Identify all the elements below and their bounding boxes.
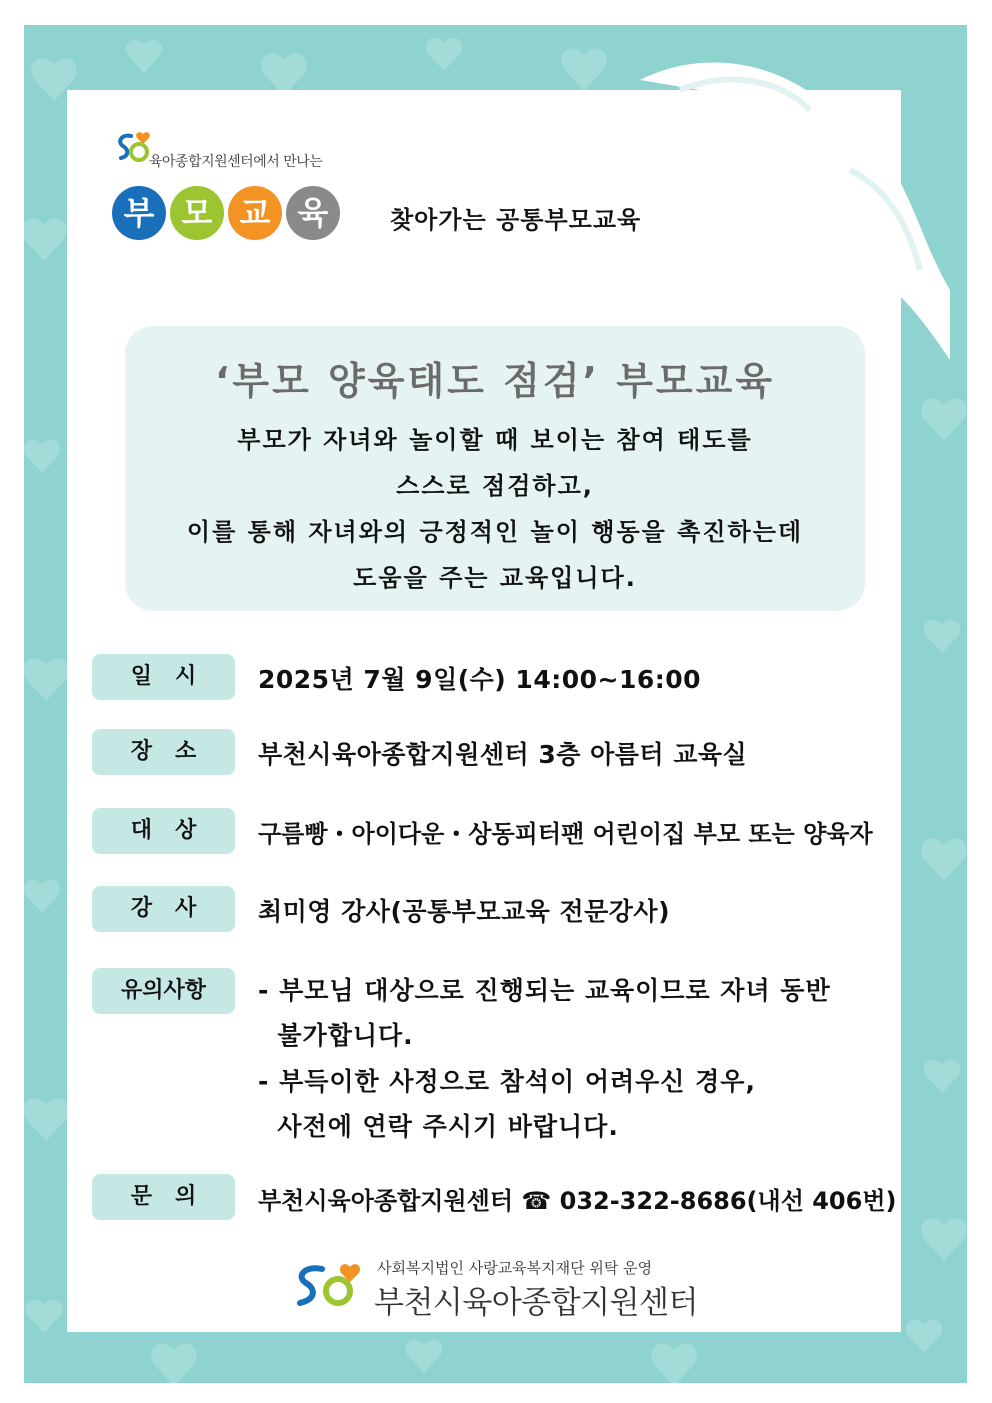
target-value: 구름빵・아이다운・상동피터팬 어린이집 부모 또는 양육자 <box>258 820 873 848</box>
footer-operator: 사회복지법인 사랑교육복지재단 위탁 운영 <box>377 1259 653 1277</box>
notes-line: - 부모님 대상으로 진행되는 교육이므로 자녀 동반 <box>258 976 831 1005</box>
target-label: 대 상 <box>92 808 235 854</box>
notes-line: 불가합니다. <box>258 1021 414 1050</box>
place-label: 장 소 <box>92 729 235 775</box>
ribbon-decoration <box>620 40 950 370</box>
notes-line: 사전에 연락 주시기 바랍니다. <box>258 1112 619 1141</box>
footer-logo <box>292 1255 712 1321</box>
header-title: 찾아가는 공통부모교육 <box>390 206 642 234</box>
contact-label: 문 의 <box>92 1174 235 1220</box>
date-value: 2025년 7월 9일(수) 14:00~16:00 <box>258 665 702 694</box>
logo-circle-gray: 육 <box>286 186 340 240</box>
place-value: 부천시육아종합지원센터 3층 아름터 교육실 <box>258 740 748 769</box>
logo-tagline: 육아종합지원센터에서 만나는 <box>149 154 323 170</box>
intro-line: 부모가 자녀와 놀이할 때 보이는 참여 태도를 <box>237 426 753 454</box>
center-logo-top <box>113 128 373 168</box>
date-label: 일 시 <box>92 654 235 700</box>
logo-circle-green: 모 <box>170 186 224 240</box>
intro-line: 이를 통해 자녀와의 긍정적인 놀이 행동을 촉진하는데 <box>186 518 804 546</box>
intro-box <box>125 326 865 611</box>
logo-circle-blue: 부 <box>112 186 166 240</box>
intro-line: 스스로 점검하고, <box>396 472 594 500</box>
logo-circle-orange: 교 <box>228 186 282 240</box>
intro-title: ‘부모 양육태도 점검’ 부모교육 <box>214 359 776 403</box>
center-logo-icon <box>113 128 153 168</box>
notes-line: - 부득이한 사정으로 참석이 어려우신 경우, <box>258 1067 756 1096</box>
notes-label: 유의사항 <box>92 968 235 1014</box>
center-logo-icon <box>292 1259 367 1311</box>
lecturer-label: 강 사 <box>92 886 235 932</box>
lecturer-value: 최미영 강사(공통부모교육 전문강사) <box>258 897 671 926</box>
contact-value: 부천시육아종합지원센터 ☎ 032-322-8686(내선 406번) <box>258 1187 897 1215</box>
footer-center-name: 부천시육아종합지원센터 <box>374 1285 698 1321</box>
intro-line: 도움을 주는 교육입니다. <box>353 564 637 592</box>
